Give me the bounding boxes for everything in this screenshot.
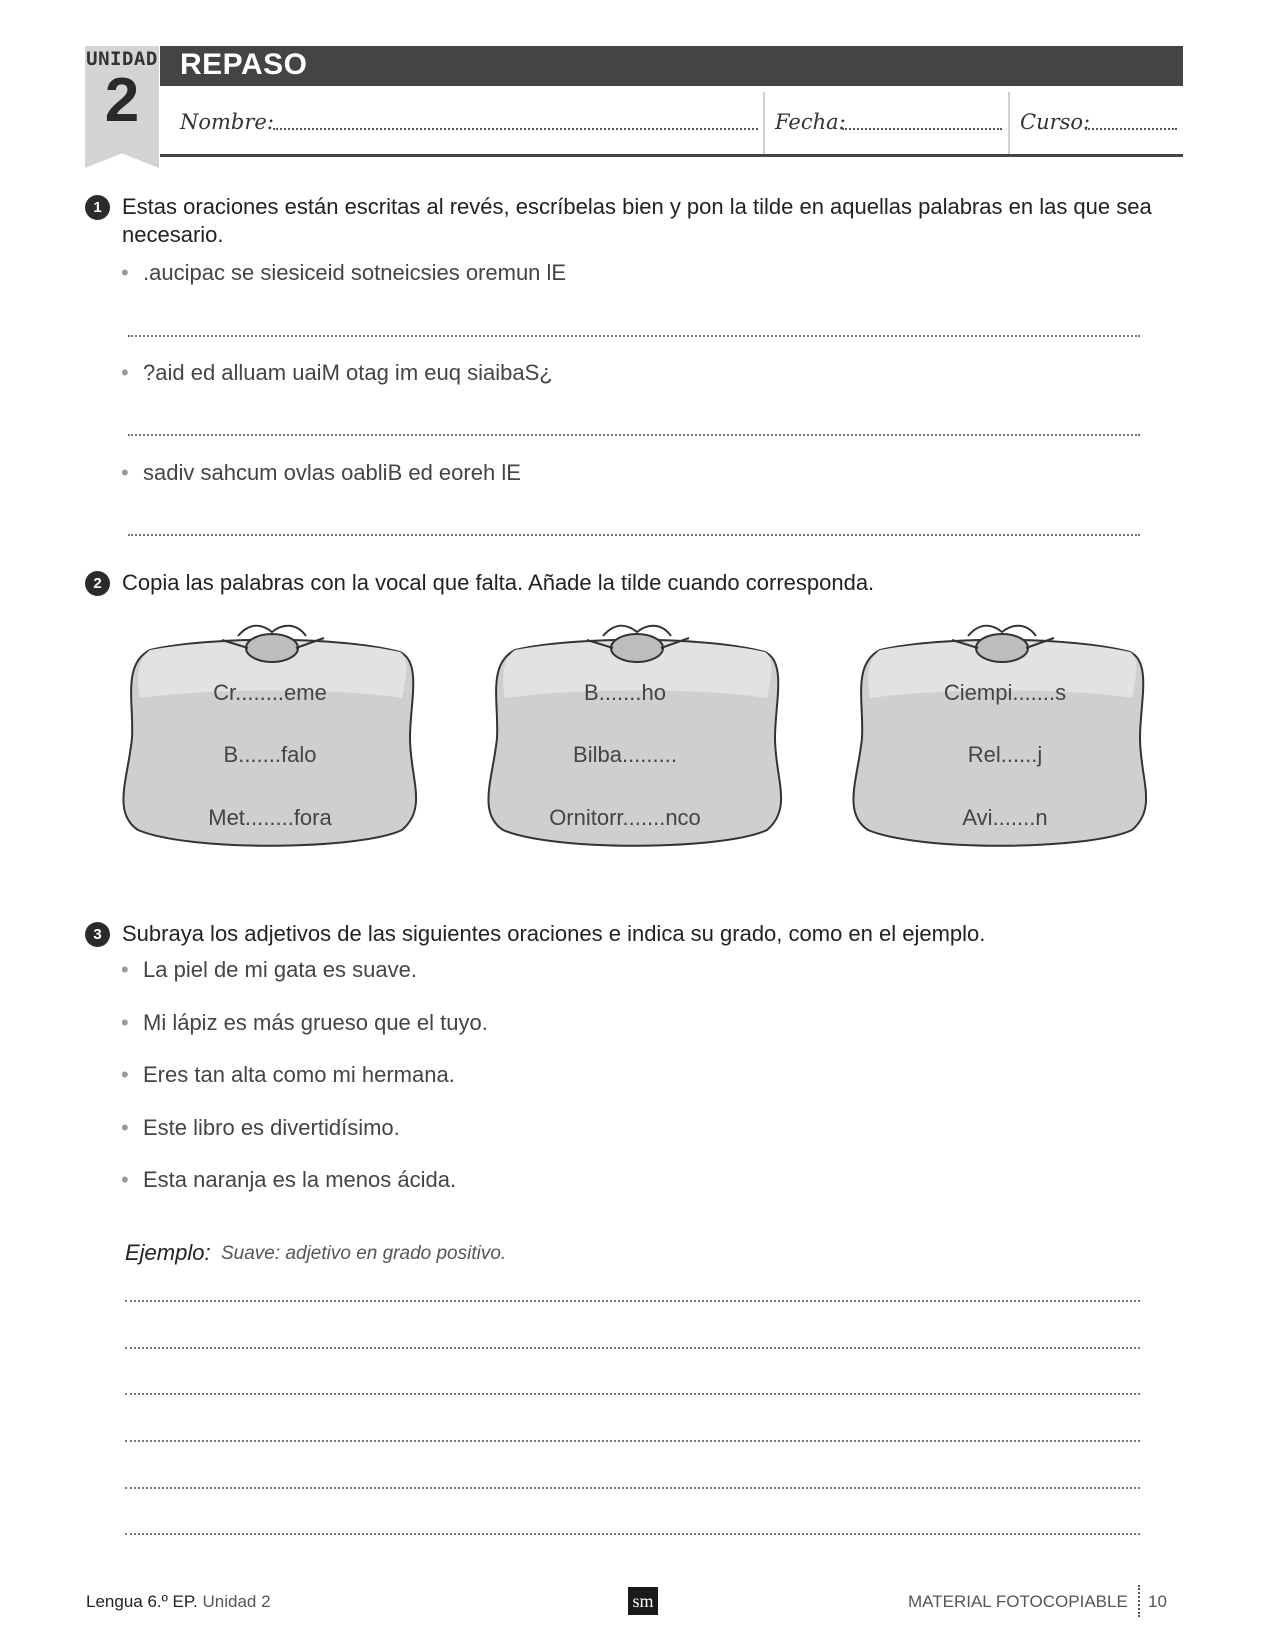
unit-label: UNIDAD <box>86 48 158 70</box>
footer-unit: Unidad 2 <box>202 1592 271 1611</box>
unit-number: 2 <box>104 66 140 135</box>
exercise-1-number: 1 <box>85 195 110 220</box>
exercise-1-item: sadiv sahcum ovlas oabliB ed eoreh lE <box>143 460 521 485</box>
exercise-3-item: Esta naranja es la menos ácida. <box>143 1167 457 1192</box>
bullet-icon: • <box>121 360 129 385</box>
publisher-logo: sm <box>628 1587 658 1615</box>
bullet-icon: • <box>121 1010 129 1035</box>
fecha-field[interactable] <box>842 128 1002 130</box>
separator <box>1008 92 1010 154</box>
curso-field[interactable] <box>1085 128 1177 130</box>
footer-course-name: Lengua 6.º EP. <box>86 1592 198 1611</box>
bullet-icon: • <box>121 1115 129 1140</box>
exercise-2-number: 2 <box>85 571 110 596</box>
answer-line[interactable] <box>125 1440 1140 1442</box>
separator <box>763 92 765 154</box>
exercise-3-number: 3 <box>85 922 110 947</box>
example-label: Ejemplo: <box>125 1240 211 1265</box>
bullet-icon: • <box>121 460 129 485</box>
exercise-3-instruction: Subraya los adjetivos de las siguientes oraciones e indica su grado, como en el ejemplo. <box>122 921 986 946</box>
page-number: 10 <box>1148 1592 1167 1611</box>
bag-word: Bilba......... <box>573 742 677 767</box>
answer-line[interactable] <box>125 1393 1140 1395</box>
bag-word: Cr........eme <box>213 680 327 705</box>
bag-word: Ornitorr.......nco <box>549 805 701 830</box>
exercise-1-item: .aucipac se siesiceid sotneicsies oremun lE <box>143 260 567 285</box>
exercise-1-instruction: Estas oraciones están escritas al revés, escríbelas bien y pon la tilde en aquellas palabras en las que sea <box>122 194 1152 219</box>
bag-word: B.......ho <box>584 680 666 705</box>
bag-word: Ciempi.......s <box>943 680 1067 705</box>
example-text: Suave: adjetivo en grado positivo. <box>221 1243 507 1264</box>
exercise-3-item: Eres tan alta como mi hermana. <box>143 1062 455 1087</box>
footer-course <box>86 1592 271 1612</box>
answer-line[interactable] <box>125 1533 1140 1535</box>
page-title: REPASO <box>180 48 308 81</box>
exercise-3-item: Este libro es divertidísimo. <box>143 1115 400 1140</box>
bag-word: Met........fora <box>208 805 332 830</box>
answer-line[interactable] <box>125 1487 1140 1489</box>
exercise-1-item: ?aid ed alluam uaiM otag im euq siaibaS¿ <box>143 360 553 385</box>
exercise-3-item: La piel de mi gata es suave. <box>143 957 417 982</box>
bag-word: Rel......j <box>967 742 1043 767</box>
answer-line[interactable] <box>125 1347 1140 1349</box>
bullet-icon: • <box>121 957 129 982</box>
footer-separator <box>1138 1585 1140 1617</box>
exercise-3-item: Mi lápiz es más grueso que el tuyo. <box>143 1010 488 1035</box>
answer-line[interactable] <box>128 335 1140 337</box>
nombre-label: Nombre: <box>180 110 274 134</box>
fecha-label: Fecha: <box>775 110 846 134</box>
bag-word: B.......falo <box>223 742 317 767</box>
title-bar <box>160 46 1183 86</box>
bullet-icon: • <box>121 1062 129 1087</box>
footer-material: MATERIAL FOTOCOPIABLE <box>908 1592 1128 1611</box>
bullet-icon: • <box>121 260 129 285</box>
bag-word: Avi.......n <box>962 805 1048 830</box>
answer-line[interactable] <box>128 534 1140 536</box>
curso-label: Curso: <box>1020 110 1091 134</box>
exercise-1-instruction-cont: necesario. <box>122 222 224 247</box>
header-rule <box>160 154 1183 157</box>
exercise-2-instruction: Copia las palabras con la vocal que falta. Añade la tilde cuando corresponda. <box>122 570 875 595</box>
answer-line[interactable] <box>125 1300 1140 1302</box>
bullet-icon: • <box>121 1167 129 1192</box>
answer-line[interactable] <box>128 434 1140 436</box>
nombre-field[interactable] <box>273 128 758 130</box>
